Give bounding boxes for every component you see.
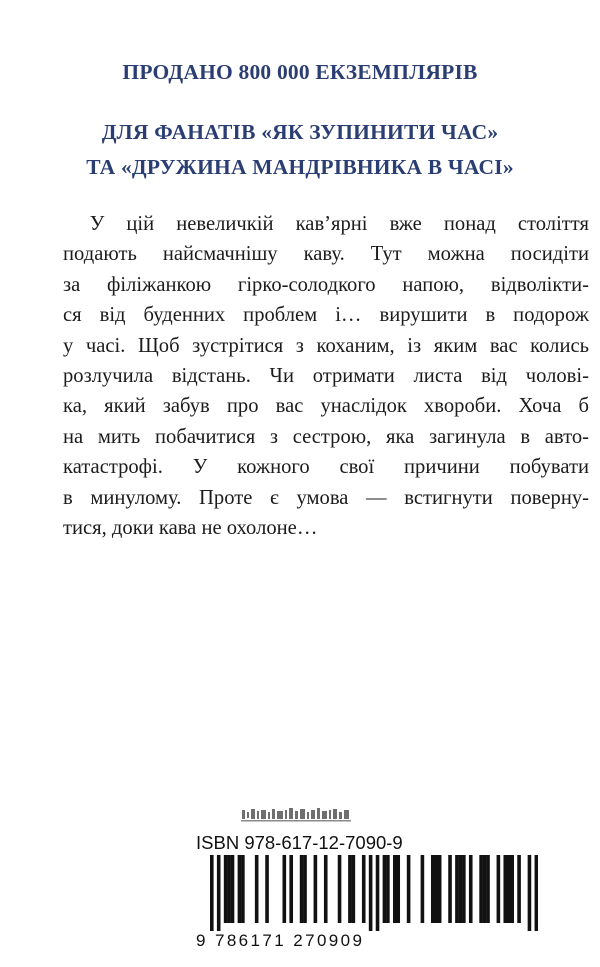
barcode-bar <box>241 855 245 923</box>
barcode-bar <box>348 855 352 923</box>
barcode-bar <box>231 855 235 923</box>
barcode-bar <box>303 855 307 923</box>
barcode-bar <box>497 855 501 923</box>
headline-fans-line-2: ТА «ДРУЖИНА МАНДРІВНИКА В ЧАСІ» <box>86 155 514 179</box>
barcode-guard-bar <box>210 855 214 931</box>
barcode-bar <box>352 855 356 923</box>
barcode-bar <box>407 855 411 923</box>
hologram-seal-icon <box>240 806 352 824</box>
barcode-bar <box>362 855 366 923</box>
description-line: ся від буденних проблем і… вирушити в подорож <box>63 304 589 327</box>
isbn-label: ISBN 978-617-12-7090-9 <box>196 832 403 853</box>
barcode-bar <box>314 855 318 923</box>
description-line: на мить побачитися з сестрою, яка загинула в авто- <box>63 425 589 448</box>
description-line: У цій невеличкій кав’ярні вже понад століття <box>89 213 589 235</box>
description-line: подають найсмачнішу каву. Тут можна посидіти <box>63 243 589 266</box>
barcode-guard-bar <box>535 855 538 931</box>
barcode-bar <box>255 855 259 923</box>
barcode-bar <box>393 855 397 923</box>
barcode-bar <box>517 855 521 923</box>
barcode <box>196 855 545 950</box>
barcode-guard-bar <box>528 855 532 931</box>
barcode-bar <box>421 855 425 923</box>
barcode-bar <box>507 855 511 923</box>
barcode-bar <box>455 855 459 923</box>
barcode-bar <box>462 855 466 923</box>
barcode-number: 9 786171 270909 <box>196 931 365 950</box>
barcode-bar <box>448 855 452 923</box>
barcode-bar <box>459 855 463 923</box>
description-line: катастрофі. У кожного свої причини побувати <box>63 456 589 479</box>
description-line: ка, який забув про вас унаслідок хвороби. Хоча б <box>63 395 589 418</box>
description-line: розлучила відстань. Чи отримати листа від чолові- <box>63 364 589 387</box>
barcode-bars-icon <box>210 855 538 931</box>
barcode-bar <box>438 855 442 923</box>
description-line: за філіжанкою гірко-солодкого напою, відволікти- <box>63 273 589 296</box>
barcode-bar <box>227 855 231 923</box>
barcode-bar <box>386 855 390 923</box>
barcode-bar <box>238 855 242 923</box>
barcode-guard-bar <box>376 855 380 931</box>
description-line: в минулому. Проте є умова — встигнути поверну- <box>63 486 589 509</box>
barcode-bar <box>510 855 514 923</box>
barcode-bar <box>324 855 328 923</box>
barcode-bar <box>338 855 342 923</box>
headline-fans-line-1: ДЛЯ ФАНАТІВ «ЯК ЗУПИНИТИ ЧАС» <box>101 120 499 144</box>
barcode-bar <box>486 855 490 923</box>
headline-sold-copies: ПРОДАНО 800 000 ЕКЗЕМПЛЯРІВ <box>122 60 478 84</box>
barcode-bar <box>483 855 487 923</box>
barcode-bar <box>300 855 304 923</box>
barcode-bar <box>469 855 473 923</box>
barcode-bar <box>396 855 400 923</box>
description-line: у часі. Щоб зустрітися з коханим, із яким вас колись <box>63 334 589 357</box>
barcode-guard-bar <box>217 855 221 931</box>
description-line: тися, доки кава не охолоне… <box>63 516 318 539</box>
barcode-bar <box>434 855 438 923</box>
barcode-bar <box>224 855 228 923</box>
barcode-bar <box>503 855 507 923</box>
barcode-guard-bar <box>369 855 373 931</box>
description-paragraph <box>63 209 589 543</box>
barcode-bar <box>479 855 483 923</box>
barcode-bar <box>265 855 269 923</box>
barcode-bar <box>283 855 287 923</box>
barcode-bar <box>289 855 293 923</box>
barcode-bar <box>431 855 435 923</box>
barcode-bar <box>383 855 387 923</box>
